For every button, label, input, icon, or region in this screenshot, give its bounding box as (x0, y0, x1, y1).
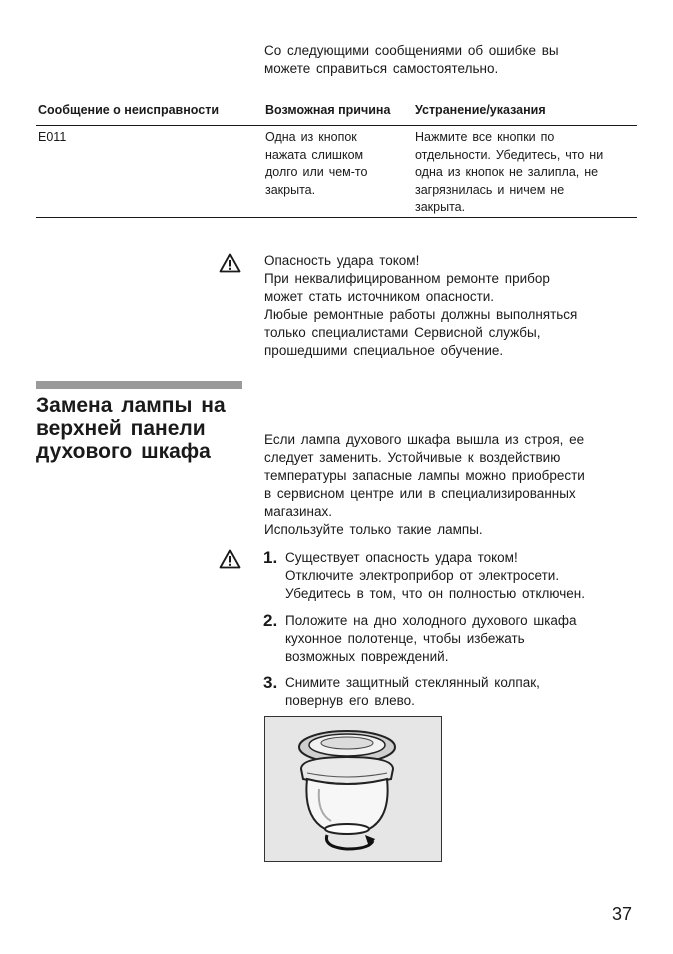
step-line: возможных повреждений. (285, 649, 449, 664)
lamp-cover-illustration (264, 716, 442, 862)
step-line: Положите на дно холодного духового шкафа (285, 613, 577, 628)
error-code: E011 (38, 130, 67, 144)
warning-line: Опасность удара током! (264, 253, 420, 268)
step-number: 3. (263, 673, 278, 692)
section-intro-line: Если лампа духового шкафа вышла из строя, ее (264, 432, 585, 447)
section-title (36, 394, 246, 463)
step-line: Убедитесь в том, что он полностью отключен. (285, 586, 585, 601)
table-header-rule (36, 125, 637, 126)
step-line: кухонное полотенце, чтобы избежать (285, 631, 525, 646)
step-text (285, 612, 625, 666)
error-cause (265, 129, 410, 199)
warning-line: При неквалифицированном ремонте прибор (264, 271, 550, 286)
table-header-cause: Возможная причина (265, 103, 391, 117)
warning-line: только специалистами Сервисной службы, (264, 325, 541, 340)
section-title-line: Замена лампы на (36, 394, 226, 417)
warning-electric-shock (264, 252, 634, 360)
section-intro (264, 431, 634, 539)
remedy-line: одна из кнопок не залипла, не (415, 165, 599, 179)
step-1 (263, 549, 625, 603)
intro-line: можете справиться самостоятельно. (264, 61, 499, 76)
step-line: Отключите электроприбор от электросети. (285, 568, 560, 583)
section-title-line: духового шкафа (36, 440, 211, 463)
step-3 (263, 674, 625, 710)
cause-line: закрыта. (265, 182, 316, 197)
step-number: 1. (263, 548, 278, 567)
warning-triangle-icon (219, 549, 241, 569)
cause-line: Одна из кнопок (265, 130, 357, 144)
warning-line: может стать источником опасности. (264, 289, 495, 304)
section-intro-line: температуры запасные лампы можно приобрести (264, 468, 585, 483)
section-bar (36, 381, 242, 389)
section-intro-line: в сервисном центре или в специализированных (264, 486, 576, 501)
step-number: 2. (263, 611, 278, 630)
step-text (285, 674, 625, 710)
step-2 (263, 612, 625, 666)
remedy-line: загрязнилась и ничем не (415, 182, 565, 197)
error-remedy (415, 129, 637, 217)
cause-line: нажата слишком (265, 147, 364, 162)
table-header-message: Сообщение о неисправности (38, 103, 220, 117)
section-intro-line: магазинах. (264, 504, 332, 519)
intro-line: Со следующими сообщениями об ошибке вы (264, 43, 559, 58)
section-title-line: верхней панели (36, 417, 206, 440)
intro-text (264, 42, 604, 78)
cause-line: долго или чем-то (265, 165, 368, 179)
remedy-line: Нажмите все кнопки по (415, 130, 555, 144)
warning-line: Любые ремонтные работы должны выполняться (264, 307, 578, 322)
step-line: повернув его влево. (285, 693, 415, 708)
section-intro-line: следует заменить. Устойчивые к воздействию (264, 450, 561, 465)
page-number: 37 (612, 904, 633, 924)
section-intro-line: Используйте только такие лампы. (264, 522, 483, 537)
remedy-line: отдельности. Убедитесь, что ни (415, 147, 604, 162)
table-bottom-rule (36, 217, 637, 218)
step-text (285, 549, 625, 603)
step-line: Снимите защитный стеклянный колпак, (285, 675, 540, 690)
step-line: Существует опасность удара током! (285, 550, 518, 565)
remedy-line: закрыта. (415, 200, 466, 214)
table-header-remedy: Устранение/указания (415, 103, 546, 117)
warning-line: прошедшими специальное обучение. (264, 343, 504, 358)
warning-triangle-icon (219, 253, 241, 273)
